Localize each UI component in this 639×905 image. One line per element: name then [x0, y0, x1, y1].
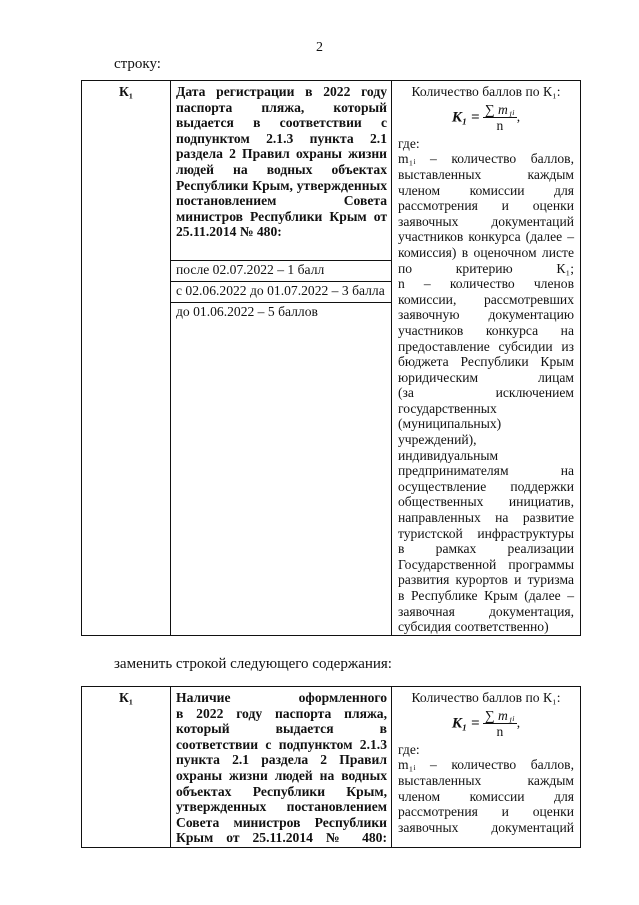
description-cell — [392, 687, 581, 848]
text-line: n – количество членов — [398, 276, 574, 292]
text-line: предпринимателям на — [398, 463, 574, 479]
intro-text: строку: — [114, 56, 161, 72]
text-line: заявочных документаций — [398, 213, 574, 229]
text-line: субсидия соответственно) — [398, 619, 549, 635]
text-line: в Республике Крым (далее – — [398, 588, 574, 603]
text-line: бюджета Республики Крым — [398, 354, 574, 370]
text-line: членом комиссии для — [398, 182, 574, 198]
formula-fraction — [483, 708, 517, 740]
criteria-table-old — [81, 80, 581, 636]
text-line: развития курортов и туризма — [398, 572, 574, 588]
text-line: государственных — [398, 400, 497, 416]
formula-tail: , — [516, 714, 521, 730]
formula-denominator: n — [496, 724, 504, 740]
text-line: Совета министров Республики — [176, 814, 387, 830]
text-line: Наличие оформленного — [176, 690, 387, 705]
text-line: туристской инфраструктуры — [398, 525, 574, 541]
text-line: в 2022 году паспорта пляжа, — [176, 705, 387, 721]
text-line: рассмотрения и оценки — [398, 804, 574, 820]
formula-tail: , — [516, 108, 521, 124]
description-lines — [398, 151, 574, 634]
option-row: до 01.06.2022 – 5 баллов — [171, 302, 392, 635]
text-line: Государственной программы — [398, 556, 574, 572]
text-line: пункта 2.1 раздела 2 Правил — [176, 752, 387, 768]
text-line: (муниципальных) — [398, 416, 502, 432]
text-line: общественных инициатив, — [398, 494, 574, 510]
text-line: участников конкурса на — [398, 322, 574, 338]
text-line: осуществление поддержки — [398, 478, 574, 494]
text-line: комиссии, рассмотревших — [398, 291, 574, 307]
text-line: в рамках реализации — [398, 541, 574, 557]
description-cell — [392, 81, 581, 636]
text-line: m₁ᵢ – количество баллов, — [398, 151, 574, 167]
criterion-text: Дата регистрации в 2022 году паспорта пляжа, который выдается в соответствии с подпунктом 2.1.3 пункта 2.1 раздела 2 Правил охраны жизни людей на водных объектах Республики Крым, утвержденных постановлением Совета министров Республики Крым от 25.11.2014 № 480: — [171, 81, 392, 261]
text-line: по критерию К₁; — [398, 260, 574, 276]
criterion-code: К₁ — [119, 84, 133, 99]
formula-denominator: n — [496, 118, 504, 134]
text-line: рассмотрения и оценки — [398, 198, 574, 214]
text-line: m₁ᵢ – количество баллов, — [398, 757, 574, 773]
text-line: объектах Республики Крым, — [176, 783, 387, 799]
text-line: заявочных документаций — [398, 819, 574, 835]
text-line: который выдается в — [176, 721, 387, 737]
text-line: участников конкурса (далее – — [398, 229, 574, 245]
text-line: утвержденных постановлением — [176, 799, 387, 815]
text-line: выставленных каждым — [398, 772, 574, 788]
text-line: учреждений), — [398, 432, 477, 448]
option-row: с 02.06.2022 до 01.07.2022 – 3 балла — [171, 281, 392, 302]
text-line: комиссия) в оценочном листе — [398, 244, 574, 260]
description-heading: Количество баллов по К₁: — [411, 84, 561, 99]
text-line: охраны жизни людей на водных — [176, 767, 387, 783]
text-line: Крым от 25.11.2014 № 480: — [176, 830, 387, 846]
criterion-code-cell — [82, 81, 171, 636]
text-line: (за исключением — [398, 385, 574, 401]
description-heading: Количество баллов по К₁: — [411, 690, 561, 705]
criterion-code: К₁ — [119, 690, 133, 705]
text-line: членом комиссии для — [398, 788, 574, 804]
page-number: 2 — [316, 40, 323, 55]
text-line: направленных на развитие — [398, 510, 574, 526]
option-row: после 02.07.2022 – 1 балл — [171, 261, 392, 282]
text-line: заявочную документацию — [398, 307, 574, 323]
text-line: индивидуальным — [398, 447, 499, 463]
where-label: где: — [398, 135, 420, 151]
formula-numerator: ∑ m₁ᵢ — [484, 707, 515, 723]
score-formula — [398, 708, 574, 740]
criterion-code-cell — [82, 687, 171, 848]
formula-lhs: К₁ = — [451, 714, 480, 731]
formula-numerator: ∑ m₁ᵢ — [484, 101, 515, 117]
text-line: юридическим лицам — [398, 369, 574, 385]
text-line: предоставление субсидии из — [398, 338, 574, 354]
description-lines — [398, 757, 574, 835]
text-line: соответствии с подпунктом 2.1.3 — [176, 736, 387, 752]
formula-fraction — [483, 102, 517, 134]
text-line: заявочная документация, — [398, 603, 574, 619]
text-line: выставленных каждым — [398, 166, 574, 182]
criteria-table-new — [81, 686, 581, 848]
formula-lhs: К₁ = — [451, 108, 480, 125]
criterion-text — [171, 687, 392, 848]
score-formula — [398, 102, 574, 134]
replace-text: заменить строкой следующего содержания: — [114, 656, 392, 672]
where-label: где: — [398, 741, 420, 757]
